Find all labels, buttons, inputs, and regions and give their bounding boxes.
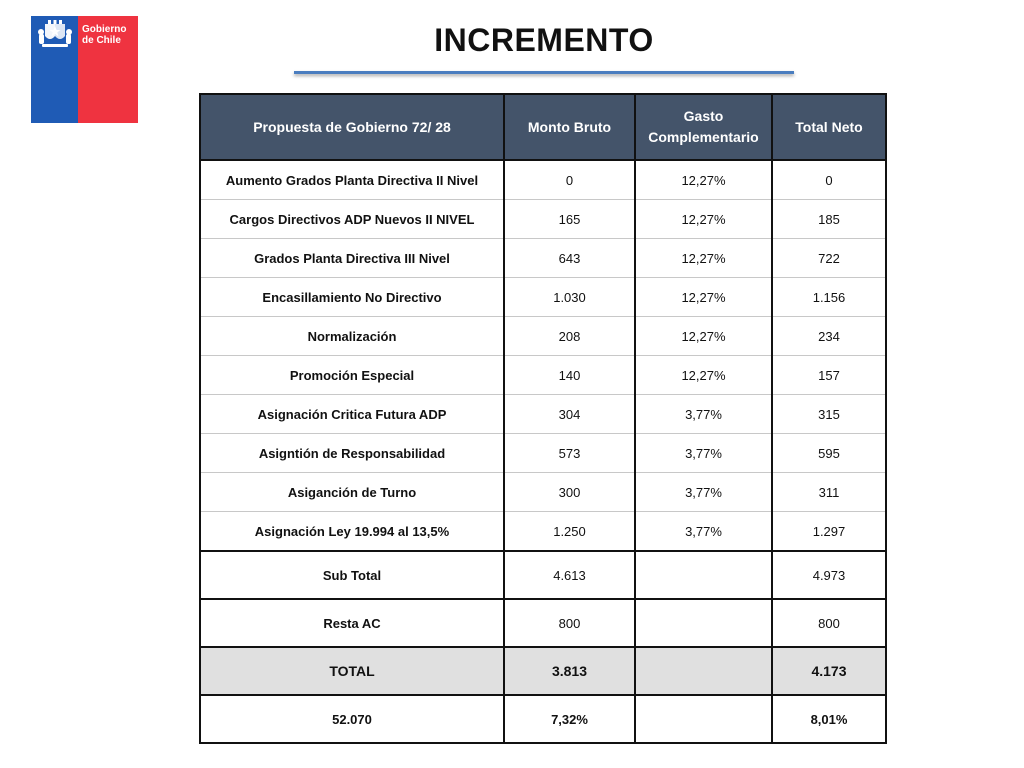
row-total-neto: 595 — [772, 434, 886, 473]
row-monto-bruto: 300 — [504, 473, 635, 512]
row-monto-bruto: 165 — [504, 200, 635, 239]
total-gasto — [635, 647, 772, 695]
row-monto-bruto: 208 — [504, 317, 635, 356]
total-total-neto: 4.173 — [772, 647, 886, 695]
percent-label: 52.070 — [200, 695, 504, 743]
header-gasto-complementario: Gasto Complementario — [635, 94, 772, 160]
page-title: INCREMENTO — [434, 22, 654, 58]
percent-row — [200, 695, 886, 743]
row-gasto: 3,77% — [635, 512, 772, 552]
subtotal-label: Sub Total — [200, 551, 504, 599]
row-total-neto: 185 — [772, 200, 886, 239]
title-underline — [294, 71, 794, 74]
row-total-neto: 722 — [772, 239, 886, 278]
row-gasto: 12,27% — [635, 278, 772, 317]
row-gasto: 12,27% — [635, 356, 772, 395]
table-row — [200, 160, 886, 200]
row-total-neto: 311 — [772, 473, 886, 512]
table-row — [200, 239, 886, 278]
row-monto-bruto: 140 — [504, 356, 635, 395]
row-total-neto: 1.156 — [772, 278, 886, 317]
total-row — [200, 647, 886, 695]
subtotal-gasto — [635, 551, 772, 599]
table-row — [200, 278, 886, 317]
table-row — [200, 395, 886, 434]
row-monto-bruto: 573 — [504, 434, 635, 473]
table-row — [200, 317, 886, 356]
total-label: TOTAL — [200, 647, 504, 695]
logo-text-line1: Gobierno — [82, 24, 127, 35]
table-row — [200, 434, 886, 473]
row-total-neto: 315 — [772, 395, 886, 434]
row-total-neto: 1.297 — [772, 512, 886, 552]
row-gasto: 3,77% — [635, 395, 772, 434]
total-monto-bruto: 3.813 — [504, 647, 635, 695]
resta-gasto — [635, 599, 772, 647]
percent-total-neto: 8,01% — [772, 695, 886, 743]
table-row — [200, 200, 886, 239]
resta-row — [200, 599, 886, 647]
row-label: Asigntión de Responsabilidad — [200, 434, 504, 473]
resta-monto-bruto: 800 — [504, 599, 635, 647]
header-proposal: Propuesta de Gobierno 72/ 28 — [200, 94, 504, 160]
row-label: Promoción Especial — [200, 356, 504, 395]
header-total-neto: Total Neto — [772, 94, 886, 160]
row-gasto: 3,77% — [635, 473, 772, 512]
row-monto-bruto: 304 — [504, 395, 635, 434]
table-row — [200, 356, 886, 395]
header-monto-bruto: Monto Bruto — [504, 94, 635, 160]
row-label: Normalización — [200, 317, 504, 356]
row-label: Asiganción de Turno — [200, 473, 504, 512]
row-label: Encasillamiento No Directivo — [200, 278, 504, 317]
row-monto-bruto: 0 — [504, 160, 635, 200]
table-header-row — [200, 94, 886, 160]
resta-total-neto: 800 — [772, 599, 886, 647]
resta-label: Resta AC — [200, 599, 504, 647]
row-gasto: 12,27% — [635, 239, 772, 278]
row-monto-bruto: 1.250 — [504, 512, 635, 552]
percent-gasto — [635, 695, 772, 743]
row-total-neto: 157 — [772, 356, 886, 395]
subtotal-total-neto: 4.973 — [772, 551, 886, 599]
row-label: Cargos Directivos ADP Nuevos II NIVEL — [200, 200, 504, 239]
row-total-neto: 0 — [772, 160, 886, 200]
subtotal-row — [200, 551, 886, 599]
table-row — [200, 512, 886, 552]
row-gasto: 3,77% — [635, 434, 772, 473]
row-label: Aumento Grados Planta Directiva II Nivel — [200, 160, 504, 200]
row-total-neto: 234 — [772, 317, 886, 356]
row-monto-bruto: 643 — [504, 239, 635, 278]
budget-table — [199, 93, 887, 744]
logo-text-line2: de Chile — [82, 35, 121, 46]
row-label: Asignación Critica Futura ADP — [200, 395, 504, 434]
row-gasto: 12,27% — [635, 160, 772, 200]
row-gasto: 12,27% — [635, 200, 772, 239]
row-gasto: 12,27% — [635, 317, 772, 356]
row-label: Asignación Ley 19.994 al 13,5% — [200, 512, 504, 552]
subtotal-monto-bruto: 4.613 — [504, 551, 635, 599]
row-label: Grados Planta Directiva III Nivel — [200, 239, 504, 278]
table-row — [200, 473, 886, 512]
percent-monto-bruto: 7,32% — [504, 695, 635, 743]
row-monto-bruto: 1.030 — [504, 278, 635, 317]
